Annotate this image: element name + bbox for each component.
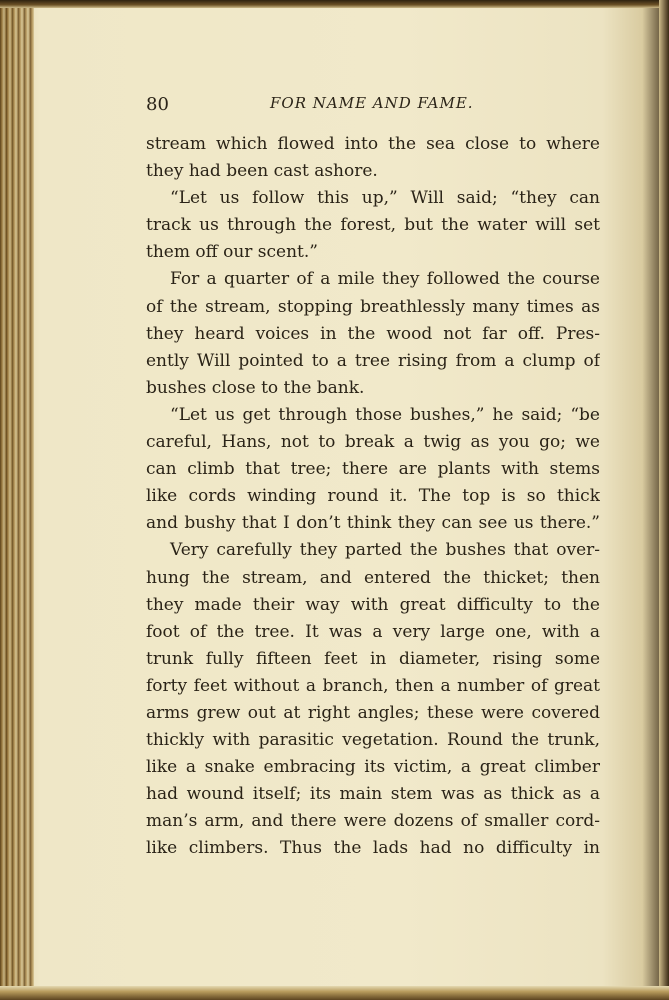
text-line: For a quarter of a mile they followed the course <box>170 269 600 290</box>
text-line: like cords winding round it. The top is so thick <box>146 486 600 507</box>
text-line: stream which flowed into the sea close to where <box>146 134 600 154</box>
text-line: ently Will pointed to a tree rising from a clump of <box>146 350 600 371</box>
page-number: 80 <box>146 94 169 115</box>
page-header <box>146 92 600 118</box>
text-line: they made their way with great difficulty to the <box>146 594 600 615</box>
text-line: track us through the forest, but the water will set <box>146 215 600 236</box>
text-line: foot of the tree. It was a very large one, with a <box>146 621 600 642</box>
text-line: like a snake embracing its victim, a great climber <box>146 757 600 778</box>
text-line: arms grew out at right angles; these were covered <box>146 702 600 723</box>
text-line: them off our scent.” <box>146 242 318 263</box>
running-head: FOR NAME AND FAME. <box>270 94 474 112</box>
text-line: bushes close to the bank. <box>146 377 365 398</box>
text-line: trunk fully fifteen feet in diameter, rising some <box>146 648 600 669</box>
text-line: they had been cast ashore. <box>146 161 378 182</box>
text-line: Very carefully they parted the bushes that over- <box>170 540 600 561</box>
text-line: careful, Hans, not to break a twig as you go; we <box>146 432 600 453</box>
page-edge-left <box>0 0 34 1000</box>
text-line: had wound itself; its main stem was as thick as a <box>146 784 600 805</box>
body-text <box>146 131 600 863</box>
text-line: man’s arm, and there were dozens of smaller cord- <box>146 811 600 832</box>
page-edge-right <box>659 0 669 1000</box>
text-line: thickly with parasitic vegetation. Round the trunk, <box>146 730 600 751</box>
page-edge-bottom <box>0 986 669 1000</box>
text-line: can climb that tree; there are plants with stems <box>146 459 600 480</box>
text-line: and bushy that I don’t think they can see us there.” <box>146 513 600 534</box>
text-line: “Let us get through those bushes,” he said; “be <box>170 404 600 425</box>
text-line: forty feet without a branch, then a number of great <box>146 675 600 696</box>
text-line: they heard voices in the wood not far off. Pres- <box>146 323 600 344</box>
text-line: hung the stream, and entered the thicket; then <box>146 567 600 588</box>
text-line: of the stream, stopping breathlessly many times as <box>146 296 600 317</box>
text-line: like climbers. Thus the lads had no difficulty in <box>146 838 600 859</box>
page-edge-top <box>0 0 669 8</box>
text-line: “Let us follow this up,” Will said; “they can <box>170 188 600 209</box>
